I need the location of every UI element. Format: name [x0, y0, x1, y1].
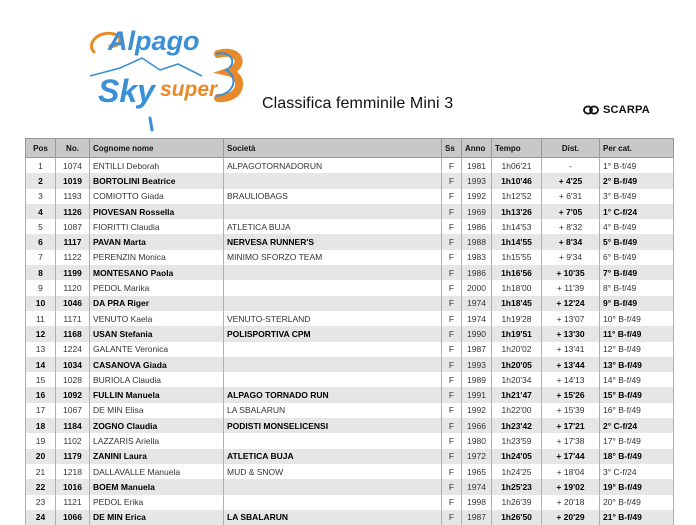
birth-year-cell: 1987 — [462, 342, 492, 357]
table-row — [26, 265, 674, 280]
category-rank-cell: 19° B-f/49 — [600, 479, 674, 494]
bib-number-cell: 1102 — [56, 433, 90, 448]
society-cell — [224, 280, 442, 295]
society-cell — [224, 265, 442, 280]
column-header-sex: Ss — [442, 139, 462, 158]
birth-year-cell: 1969 — [462, 204, 492, 219]
table-row — [26, 372, 674, 387]
alpago-skysuper-logo-icon — [80, 14, 250, 136]
birth-year-cell: 1983 — [462, 250, 492, 265]
gap-cell: + 7'05 — [542, 204, 600, 219]
sex-cell: F — [442, 189, 462, 204]
bib-number-cell: 1087 — [56, 219, 90, 234]
society-cell: MUD & SNOW — [224, 464, 442, 479]
birth-year-cell: 1998 — [462, 495, 492, 510]
table-row — [26, 342, 674, 357]
society-cell: POLISPORTIVA CPM — [224, 326, 442, 341]
athlete-name-cell: PEDOL Erika — [90, 495, 224, 510]
society-cell: BRAULIOBAGS — [224, 189, 442, 204]
finish-time-cell: 1h16'56 — [492, 265, 542, 280]
finish-time-cell: 1h26'39 — [492, 495, 542, 510]
gap-cell: + 8'32 — [542, 219, 600, 234]
table-row — [26, 449, 674, 464]
category-rank-cell: 4° B-f/49 — [600, 219, 674, 234]
birth-year-cell: 1974 — [462, 311, 492, 326]
sex-cell: F — [442, 265, 462, 280]
gap-cell: + 13'07 — [542, 311, 600, 326]
position-cell: 17 — [26, 403, 56, 418]
position-cell: 15 — [26, 372, 56, 387]
gap-cell: + 14'13 — [542, 372, 600, 387]
position-cell: 2 — [26, 173, 56, 188]
table-row — [26, 387, 674, 402]
society-cell: LA SBALARUN — [224, 403, 442, 418]
sponsor-name: SCARPA — [603, 104, 650, 116]
sex-cell: F — [442, 219, 462, 234]
bib-number-cell: 1067 — [56, 403, 90, 418]
gap-cell: + 19'02 — [542, 479, 600, 494]
finish-time-cell: 1h24'25 — [492, 464, 542, 479]
position-cell: 18 — [26, 418, 56, 433]
finish-time-cell: 1h15'55 — [492, 250, 542, 265]
birth-year-cell: 1980 — [462, 433, 492, 448]
bib-number-cell: 1184 — [56, 418, 90, 433]
birth-year-cell: 1993 — [462, 173, 492, 188]
bib-number-cell: 1074 — [56, 158, 90, 174]
table-row — [26, 510, 674, 525]
athlete-name-cell: PEDOL Marika — [90, 280, 224, 295]
birth-year-cell: 1992 — [462, 189, 492, 204]
finish-time-cell: 1h25'23 — [492, 479, 542, 494]
athlete-name-cell: DA PRA Riger — [90, 296, 224, 311]
society-cell: ALPAGO TORNADO RUN — [224, 387, 442, 402]
table-row — [26, 296, 674, 311]
birth-year-cell: 2000 — [462, 280, 492, 295]
sex-cell: F — [442, 464, 462, 479]
sex-cell: F — [442, 495, 462, 510]
logo-text-alpago: Alpago — [107, 26, 200, 56]
finish-time-cell: 1h24'05 — [492, 449, 542, 464]
sex-cell: F — [442, 158, 462, 174]
birth-year-cell: 1965 — [462, 464, 492, 479]
category-rank-cell: 16° B-f/49 — [600, 403, 674, 418]
category-rank-cell: 10° B-f/49 — [600, 311, 674, 326]
athlete-name-cell: USAN Stefania — [90, 326, 224, 341]
sex-cell: F — [442, 296, 462, 311]
finish-time-cell: 1h12'52 — [492, 189, 542, 204]
society-cell — [224, 433, 442, 448]
gap-cell: + 20'18 — [542, 495, 600, 510]
birth-year-cell: 1987 — [462, 510, 492, 525]
bib-number-cell: 1120 — [56, 280, 90, 295]
birth-year-cell: 1986 — [462, 219, 492, 234]
bib-number-cell: 1046 — [56, 296, 90, 311]
results-table — [25, 138, 674, 525]
category-rank-cell: 21° B-f/49 — [600, 510, 674, 525]
position-cell: 3 — [26, 189, 56, 204]
table-row — [26, 418, 674, 433]
results-body — [26, 158, 674, 525]
athlete-name-cell: ZANINI Laura — [90, 449, 224, 464]
birth-year-cell: 1989 — [462, 372, 492, 387]
table-row — [26, 464, 674, 479]
logo-text-super: super — [160, 78, 219, 101]
table-row — [26, 250, 674, 265]
gap-cell: + 12'24 — [542, 296, 600, 311]
scarpa-logo-icon — [583, 105, 599, 115]
sex-cell: F — [442, 387, 462, 402]
table-header-row — [26, 139, 674, 158]
athlete-name-cell: DALLAVALLE Manuela — [90, 464, 224, 479]
finish-time-cell: 1h18'00 — [492, 280, 542, 295]
position-cell: 4 — [26, 204, 56, 219]
sex-cell: F — [442, 357, 462, 372]
bib-number-cell: 1117 — [56, 234, 90, 249]
sex-cell: F — [442, 372, 462, 387]
finish-time-cell: 1h06'21 — [492, 158, 542, 174]
society-cell: PODISTI MONSELICENSI — [224, 418, 442, 433]
column-header-gap: Dist. — [542, 139, 600, 158]
gap-cell: + 11'39 — [542, 280, 600, 295]
bib-number-cell: 1016 — [56, 479, 90, 494]
society-cell — [224, 342, 442, 357]
bib-number-cell: 1121 — [56, 495, 90, 510]
position-cell: 10 — [26, 296, 56, 311]
finish-time-cell: 1h10'46 — [492, 173, 542, 188]
birth-year-cell: 1986 — [462, 265, 492, 280]
column-header-no: No. — [56, 139, 90, 158]
athlete-name-cell: BURIOLA Claudia — [90, 372, 224, 387]
society-cell: ALPAGOTORNADORUN — [224, 158, 442, 174]
position-cell: 6 — [26, 234, 56, 249]
table-row — [26, 173, 674, 188]
table-row — [26, 433, 674, 448]
position-cell: 9 — [26, 280, 56, 295]
category-rank-cell: 11° B-f/49 — [600, 326, 674, 341]
bib-number-cell: 1224 — [56, 342, 90, 357]
table-row — [26, 311, 674, 326]
position-cell: 13 — [26, 342, 56, 357]
position-cell: 5 — [26, 219, 56, 234]
bib-number-cell: 1066 — [56, 510, 90, 525]
finish-time-cell: 1h26'50 — [492, 510, 542, 525]
category-rank-cell: 12° B-f/49 — [600, 342, 674, 357]
category-rank-cell: 20° B-f/49 — [600, 495, 674, 510]
column-header-society: Società — [224, 139, 442, 158]
bib-number-cell: 1122 — [56, 250, 90, 265]
sex-cell: F — [442, 449, 462, 464]
athlete-name-cell: PERENZIN Monica — [90, 250, 224, 265]
society-cell — [224, 372, 442, 387]
table-row — [26, 204, 674, 219]
gap-cell: + 20'29 — [542, 510, 600, 525]
sex-cell: F — [442, 418, 462, 433]
society-cell — [224, 204, 442, 219]
bib-number-cell: 1168 — [56, 326, 90, 341]
birth-year-cell: 1972 — [462, 449, 492, 464]
athlete-name-cell: MONTESANO Paola — [90, 265, 224, 280]
category-rank-cell: 17° B-f/49 — [600, 433, 674, 448]
finish-time-cell: 1h13'26 — [492, 204, 542, 219]
position-cell: 16 — [26, 387, 56, 402]
athlete-name-cell: PAVAN Marta — [90, 234, 224, 249]
athlete-name-cell: FIORITTI Claudia — [90, 219, 224, 234]
event-logo — [80, 14, 250, 136]
category-rank-cell: 3° B-f/49 — [600, 189, 674, 204]
gap-cell: + 13'30 — [542, 326, 600, 341]
athlete-name-cell: VENUTO Kaela — [90, 311, 224, 326]
society-cell: LA SBALARUN — [224, 510, 442, 525]
gap-cell: + 6'31 — [542, 189, 600, 204]
finish-time-cell: 1h23'59 — [492, 433, 542, 448]
society-cell: MINIMO SFORZO TEAM — [224, 250, 442, 265]
sex-cell: F — [442, 433, 462, 448]
category-rank-cell: 9° B-f/49 — [600, 296, 674, 311]
table-row — [26, 219, 674, 234]
bib-number-cell: 1199 — [56, 265, 90, 280]
table-row — [26, 357, 674, 372]
gap-cell: + 17'21 — [542, 418, 600, 433]
gap-cell: + 13'41 — [542, 342, 600, 357]
column-header-pos: Pos — [26, 139, 56, 158]
athlete-name-cell: COMIOTTO Giada — [90, 189, 224, 204]
table-row — [26, 326, 674, 341]
position-cell: 21 — [26, 464, 56, 479]
birth-year-cell: 1988 — [462, 234, 492, 249]
birth-year-cell: 1974 — [462, 296, 492, 311]
birth-year-cell: 1991 — [462, 387, 492, 402]
athlete-name-cell: LAZZARIS Ariella — [90, 433, 224, 448]
athlete-name-cell: ENTILLI Deborah — [90, 158, 224, 174]
finish-time-cell: 1h20'02 — [492, 342, 542, 357]
gap-cell: - — [542, 158, 600, 174]
athlete-name-cell: CASANOVA Giada — [90, 357, 224, 372]
table-row — [26, 189, 674, 204]
position-cell: 20 — [26, 449, 56, 464]
table-row — [26, 495, 674, 510]
bib-number-cell: 1193 — [56, 189, 90, 204]
finish-time-cell: 1h18'45 — [492, 296, 542, 311]
bib-number-cell: 1028 — [56, 372, 90, 387]
gap-cell: + 13'44 — [542, 357, 600, 372]
table-row — [26, 479, 674, 494]
category-rank-cell: 6° B-f/49 — [600, 250, 674, 265]
category-rank-cell: 7° B-f/49 — [600, 265, 674, 280]
athlete-name-cell: PIOVESAN Rossella — [90, 204, 224, 219]
logo-text-sky: Sky — [98, 73, 157, 109]
birth-year-cell: 1966 — [462, 418, 492, 433]
finish-time-cell: 1h14'55 — [492, 234, 542, 249]
category-rank-cell: 18° B-f/49 — [600, 449, 674, 464]
category-rank-cell: 14° B-f/49 — [600, 372, 674, 387]
gap-cell: + 15'26 — [542, 387, 600, 402]
category-rank-cell: 15° B-f/49 — [600, 387, 674, 402]
society-cell — [224, 479, 442, 494]
finish-time-cell: 1h22'00 — [492, 403, 542, 418]
finish-time-cell: 1h21'47 — [492, 387, 542, 402]
sex-cell: F — [442, 342, 462, 357]
society-cell — [224, 495, 442, 510]
position-cell: 24 — [26, 510, 56, 525]
sex-cell: F — [442, 204, 462, 219]
category-rank-cell: 5° B-f/49 — [600, 234, 674, 249]
gap-cell: + 9'34 — [542, 250, 600, 265]
position-cell: 14 — [26, 357, 56, 372]
category-rank-cell: 3° C-f/24 — [600, 464, 674, 479]
birth-year-cell: 1992 — [462, 403, 492, 418]
position-cell: 12 — [26, 326, 56, 341]
society-cell — [224, 296, 442, 311]
birth-year-cell: 1981 — [462, 158, 492, 174]
position-cell: 22 — [26, 479, 56, 494]
finish-time-cell: 1h14'53 — [492, 219, 542, 234]
table-row — [26, 234, 674, 249]
sex-cell: F — [442, 479, 462, 494]
birth-year-cell: 1974 — [462, 479, 492, 494]
gap-cell: + 17'44 — [542, 449, 600, 464]
athlete-name-cell: BOEM Manuela — [90, 479, 224, 494]
finish-time-cell: 1h23'42 — [492, 418, 542, 433]
column-header-category: Per cat. — [600, 139, 674, 158]
sex-cell: F — [442, 326, 462, 341]
society-cell: ATLETICA BUJA — [224, 219, 442, 234]
sex-cell: F — [442, 311, 462, 326]
bib-number-cell: 1171 — [56, 311, 90, 326]
category-rank-cell: 1° B-f/49 — [600, 158, 674, 174]
gap-cell: + 17'38 — [542, 433, 600, 448]
society-cell: NERVESA RUNNER'S — [224, 234, 442, 249]
position-cell: 7 — [26, 250, 56, 265]
gap-cell: + 4'25 — [542, 173, 600, 188]
column-header-time: Tempo — [492, 139, 542, 158]
position-cell: 8 — [26, 265, 56, 280]
position-cell: 23 — [26, 495, 56, 510]
bib-number-cell: 1092 — [56, 387, 90, 402]
bib-number-cell: 1126 — [56, 204, 90, 219]
birth-year-cell: 1993 — [462, 357, 492, 372]
category-rank-cell: 1° C-f/24 — [600, 204, 674, 219]
sex-cell: F — [442, 173, 462, 188]
finish-time-cell: 1h20'34 — [492, 372, 542, 387]
society-cell — [224, 357, 442, 372]
bib-number-cell: 1019 — [56, 173, 90, 188]
gap-cell: + 8'34 — [542, 234, 600, 249]
society-cell — [224, 173, 442, 188]
athlete-name-cell: FULLIN Manuela — [90, 387, 224, 402]
column-header-year: Anno — [462, 139, 492, 158]
bib-number-cell: 1034 — [56, 357, 90, 372]
athlete-name-cell: DE MIN Elisa — [90, 403, 224, 418]
finish-time-cell: 1h20'05 — [492, 357, 542, 372]
category-rank-cell: 2° C-f/24 — [600, 418, 674, 433]
column-header-name: Cognome nome — [90, 139, 224, 158]
position-cell: 11 — [26, 311, 56, 326]
category-rank-cell: 2° B-f/49 — [600, 173, 674, 188]
finish-time-cell: 1h19'51 — [492, 326, 542, 341]
athlete-name-cell: ZOGNO Claudia — [90, 418, 224, 433]
birth-year-cell: 1990 — [462, 326, 492, 341]
sex-cell: F — [442, 250, 462, 265]
sponsor-logo — [583, 104, 650, 116]
sex-cell: F — [442, 234, 462, 249]
sex-cell: F — [442, 280, 462, 295]
page-title: Classifica femminile Mini 3 — [262, 95, 453, 113]
society-cell: VENUTO-STERLAND — [224, 311, 442, 326]
gap-cell: + 10'35 — [542, 265, 600, 280]
position-cell: 19 — [26, 433, 56, 448]
bib-number-cell: 1218 — [56, 464, 90, 479]
sex-cell: F — [442, 403, 462, 418]
gap-cell: + 18'04 — [542, 464, 600, 479]
table-row — [26, 158, 674, 174]
sex-cell: F — [442, 510, 462, 525]
athlete-name-cell: DE MIN Erica — [90, 510, 224, 525]
position-cell: 1 — [26, 158, 56, 174]
athlete-name-cell: BORTOLINI Beatrice — [90, 173, 224, 188]
society-cell: ATLETICA BUJA — [224, 449, 442, 464]
category-rank-cell: 8° B-f/49 — [600, 280, 674, 295]
athlete-name-cell: GALANTE Veronica — [90, 342, 224, 357]
gap-cell: + 15'39 — [542, 403, 600, 418]
category-rank-cell: 13° B-f/49 — [600, 357, 674, 372]
bib-number-cell: 1179 — [56, 449, 90, 464]
table-row — [26, 403, 674, 418]
table-row — [26, 280, 674, 295]
finish-time-cell: 1h19'28 — [492, 311, 542, 326]
